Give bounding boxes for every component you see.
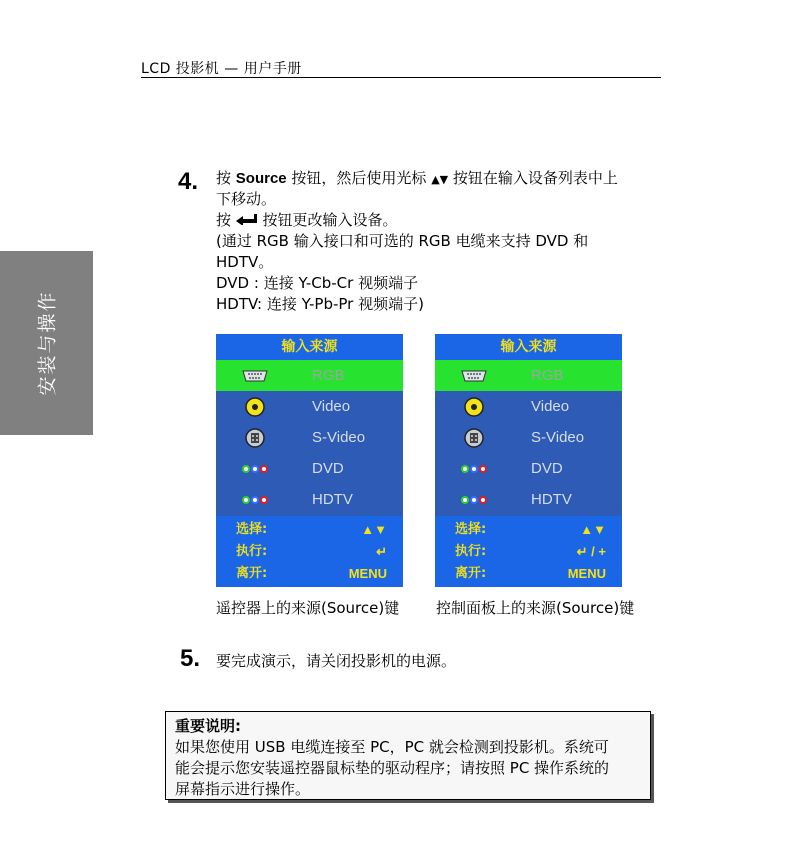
osd-footer [216, 516, 403, 587]
osd-footer [435, 516, 622, 587]
enter-key-icon [236, 210, 258, 231]
note-line-2: 能会提示您安装遥控器鼠标垫的驱动程序；请按照 PC 操作系统的 [175, 759, 610, 777]
osd-item-label: Video [312, 398, 351, 415]
step-4-line-5: HDTV。 [216, 253, 274, 271]
exit-label: 离开: [236, 566, 268, 581]
note-line-3: 屏幕指示进行操作。 [175, 780, 311, 798]
step-4-line-2: 下移动。 [216, 190, 277, 208]
component-rgb-icon [459, 490, 489, 510]
osd-title: 输入来源 [216, 334, 403, 360]
select-label: 选择: [455, 522, 487, 537]
osd-item-label: DVD [531, 460, 563, 477]
step-5-text: 要完成演示，请关闭投影机的电源。 [216, 652, 457, 670]
osd-item-hdtv[interactable] [435, 484, 622, 515]
execute-label: 执行: [236, 544, 268, 559]
osd-item-dvd[interactable] [435, 453, 622, 484]
osd-item-label: S-Video [312, 429, 366, 446]
page-header-title: LCD 投影机 — 用户手册 [141, 61, 302, 77]
osd-item-label: HDTV [312, 491, 353, 508]
exit-key: MENU [348, 566, 387, 581]
s-video-icon [459, 428, 489, 448]
note-line-1: 如果您使用 USB 电缆连接至 PC，PC 就会检测到投影机。系统可 [175, 738, 609, 756]
step-4-line-6: DVD : 连接 Y-Cb-Cr 视频端子 [216, 274, 419, 292]
vga-connector-icon [459, 366, 489, 386]
composite-video-icon [459, 397, 489, 417]
osd-item-label: RGB [531, 367, 564, 384]
step-4-line-7: HDTV: 连接 Y-Pb-Pr 视频端子) [216, 295, 424, 313]
execute-label: 执行: [455, 544, 487, 559]
composite-video-icon [240, 397, 270, 417]
exit-key: MENU [567, 566, 606, 581]
osd-item-video[interactable] [435, 391, 622, 422]
step-4-line-4: (通过 RGB 输入接口和可选的 RGB 电缆来支持 DVD 和 [216, 232, 589, 250]
osd-caption-remote: 遥控器上的来源(Source)键 [216, 599, 400, 617]
step-4-number: 4. [178, 168, 199, 195]
execute-key: ↵ [376, 544, 387, 559]
side-tab-label: 安装与操作 [36, 290, 59, 396]
osd-title: 输入来源 [435, 334, 622, 360]
select-key: ▲▼ [361, 522, 387, 537]
osd-item-rgb[interactable] [435, 360, 622, 391]
s-video-icon [240, 428, 270, 448]
step-5-number: 5. [180, 645, 201, 672]
component-rgb-icon [459, 459, 489, 479]
exit-label: 离开: [455, 566, 487, 581]
osd-panel-remote [216, 334, 403, 587]
note-title: 重要说明: [175, 717, 241, 735]
up-down-arrow-icon: ▲▼ [431, 173, 449, 186]
osd-item-label: S-Video [531, 429, 585, 446]
osd-item-hdtv[interactable] [216, 484, 403, 515]
step-4-line-1: 按 Source 按钮，然后使用光标 ▲▼ 按钮在输入设备列表中上 [216, 169, 618, 187]
important-note-box [165, 711, 651, 800]
osd-item-label: RGB [312, 367, 345, 384]
component-rgb-icon [240, 459, 270, 479]
osd-item-rgb[interactable] [216, 360, 403, 391]
step-4-line-3: 按 按钮更改输入设备。 [216, 211, 398, 229]
osd-item-dvd[interactable] [216, 453, 403, 484]
osd-item-label: DVD [312, 460, 344, 477]
select-key: ▲▼ [580, 522, 606, 537]
execute-key: ↵ / + [576, 544, 606, 559]
osd-item-video[interactable] [216, 391, 403, 422]
select-label: 选择: [236, 522, 268, 537]
osd-item-s-video[interactable] [435, 422, 622, 453]
component-rgb-icon [240, 490, 270, 510]
osd-item-label: Video [531, 398, 570, 415]
osd-panel-control [435, 334, 622, 587]
vga-connector-icon [240, 366, 270, 386]
osd-caption-control-panel: 控制面板上的来源(Source)键 [436, 599, 635, 617]
osd-item-s-video[interactable] [216, 422, 403, 453]
header-rule [141, 77, 661, 78]
osd-item-label: HDTV [531, 491, 572, 508]
